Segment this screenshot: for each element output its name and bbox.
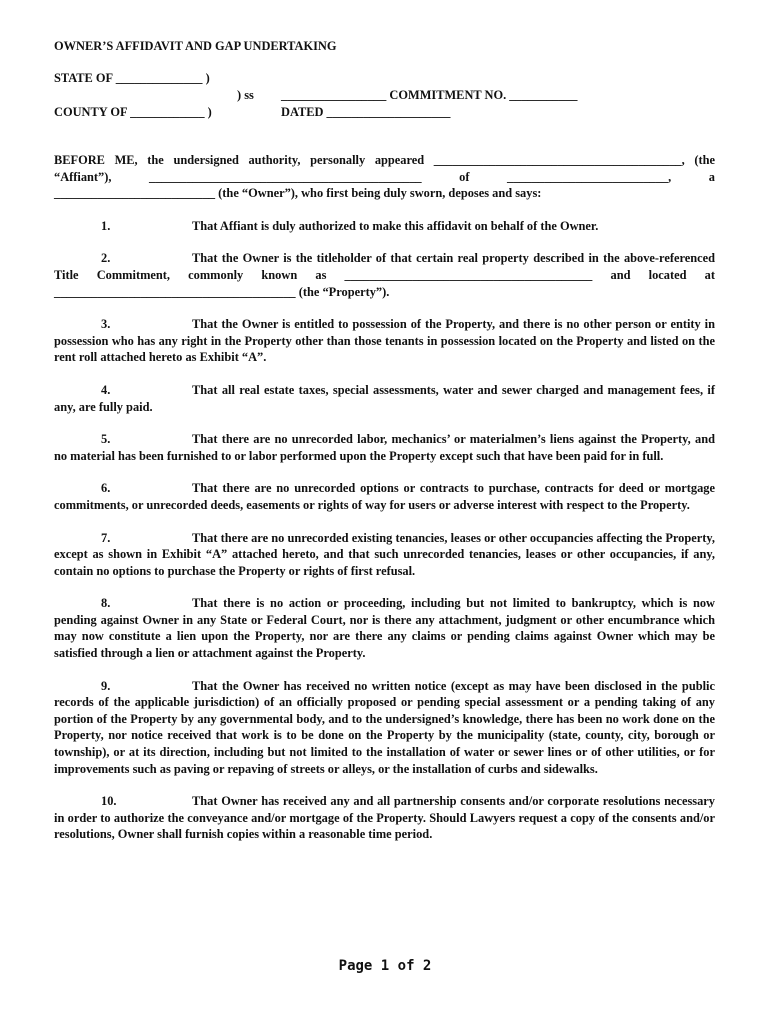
paragraph-text: That there is no action or proceeding, including but not limited to bankruptcy, which is now pending against Owner in any State or Federal Court, nor is there any attachment, judgment or other encumbrance which may now constitute a lien upon the Property, nor are there any claims or pending claims against Owner which may be satisfied through a lien or attachment against the Property. xyxy=(54,596,715,661)
paragraph-number: 9. xyxy=(101,678,111,693)
paragraph-text: That Affiant is duly authorized to make this affidavit on behalf of the Owner. xyxy=(192,218,599,233)
paragraph-text: That the Owner is entitled to possession of the Property, and there is no other person or entity in possession who has any right in the Property other than those tenants in possession located on the Property and listed on the rent roll attached hereto as Exhibit “A”. xyxy=(54,317,715,365)
paragraph-number: 5. xyxy=(101,432,111,447)
paragraph-number: 4. xyxy=(101,382,111,397)
paragraph-text: That there are no unrecorded existing tenancies, leases or other occupancies affecting the Property, except as shown in Exhibit “A” attached hereto, and that such unrecorded tenancies, leases or other occupancies, if any, contain no options to purchase the Property or rights of first refusal. xyxy=(54,530,715,578)
dated-line: DATED ____________________ xyxy=(281,105,451,119)
paragraph-1 xyxy=(54,218,715,235)
paragraph-number: 10. xyxy=(101,794,117,809)
paragraph-number: 1. xyxy=(101,218,111,233)
paragraph-text: That all real estate taxes, special assessments, water and sewer charged and management fees, if any, are fully paid. xyxy=(54,382,715,414)
affidavit-body xyxy=(54,152,715,859)
ss-marker: ) ss xyxy=(237,88,254,102)
paragraph-9 xyxy=(54,678,715,778)
paragraph-8 xyxy=(54,595,715,661)
paragraph-text: That there are no unrecorded labor, mechanics’ or materialmen’s liens against the Property, and no material has been furnished to or labor performed upon the Property except such that have been paid for in full. xyxy=(54,432,715,463)
paragraph-number: 3. xyxy=(101,317,111,332)
paragraph-3 xyxy=(54,316,715,366)
paragraph-text: That Owner has received any and all partnership consents and/or corporate resolutions necessary in order to authorize the conveyance and/or mortgage of the Property. Should Lawyers request a copy of the consents and/or resolutions, Owner shall furnish copies within a reasonable time period. xyxy=(54,794,715,842)
intro-paragraph: BEFORE ME, the undersigned authority, personally appeared ________________________________________, (the “Affiant”), ____________________________________________ of __________________________, a __________________________ (the “Owner”), who first being duly sworn, deposes and says: xyxy=(54,153,715,201)
document-title: OWNER’S AFFIDAVIT AND GAP UNDERTAKING xyxy=(54,39,337,53)
paragraph-number: 2. xyxy=(101,251,111,266)
commitment-number-line: _________________ COMMITMENT NO. ___________ xyxy=(281,88,578,102)
page-number-footer: Page 1 of 2 xyxy=(338,958,432,974)
paragraph-text: That there are no unrecorded options or contracts to purchase, contracts for deed or mortgage commitments, or unrecorded deeds, easements or rights of way for users or adverse interest with respect to the Property. xyxy=(54,481,715,512)
paragraph-5 xyxy=(54,431,715,464)
paragraph-10 xyxy=(54,793,715,843)
paragraph-number: 7. xyxy=(101,530,111,545)
paragraph-number: 8. xyxy=(101,596,111,611)
paragraph-text: That the Owner is the titleholder of that certain real property described in the above-referenced Title Commitment, commonly known as ________________________________________ and located at _______________________________________ (the “Property”). xyxy=(54,251,715,299)
paragraph-text: That the Owner has received no written notice (except as may have been disclosed in the public records of the applicable jurisdiction) of an officially proposed or pending special assessment or a pending taking of any portion of the Property by any governmental body, and to the undersigned’s knowledge, there has been no work done on the Property, nor notice received that work is to be done on the Property by the municipality (state, county, city, borough or township), or at its direction, including but not limited to the installation of water or sewer lines or of other utilities, or for improvements such as paving or repaving of streets or alleys, or the installation of curbs and sidewalks. xyxy=(54,678,715,776)
state-of-line: STATE OF ______________ ) xyxy=(54,71,210,85)
paragraph-6 xyxy=(54,480,715,513)
paragraph-7 xyxy=(54,530,715,580)
county-of-line: COUNTY OF ____________ ) xyxy=(54,105,212,119)
paragraph-number: 6. xyxy=(101,481,111,496)
paragraph-2 xyxy=(54,250,715,300)
paragraph-4 xyxy=(54,382,715,415)
